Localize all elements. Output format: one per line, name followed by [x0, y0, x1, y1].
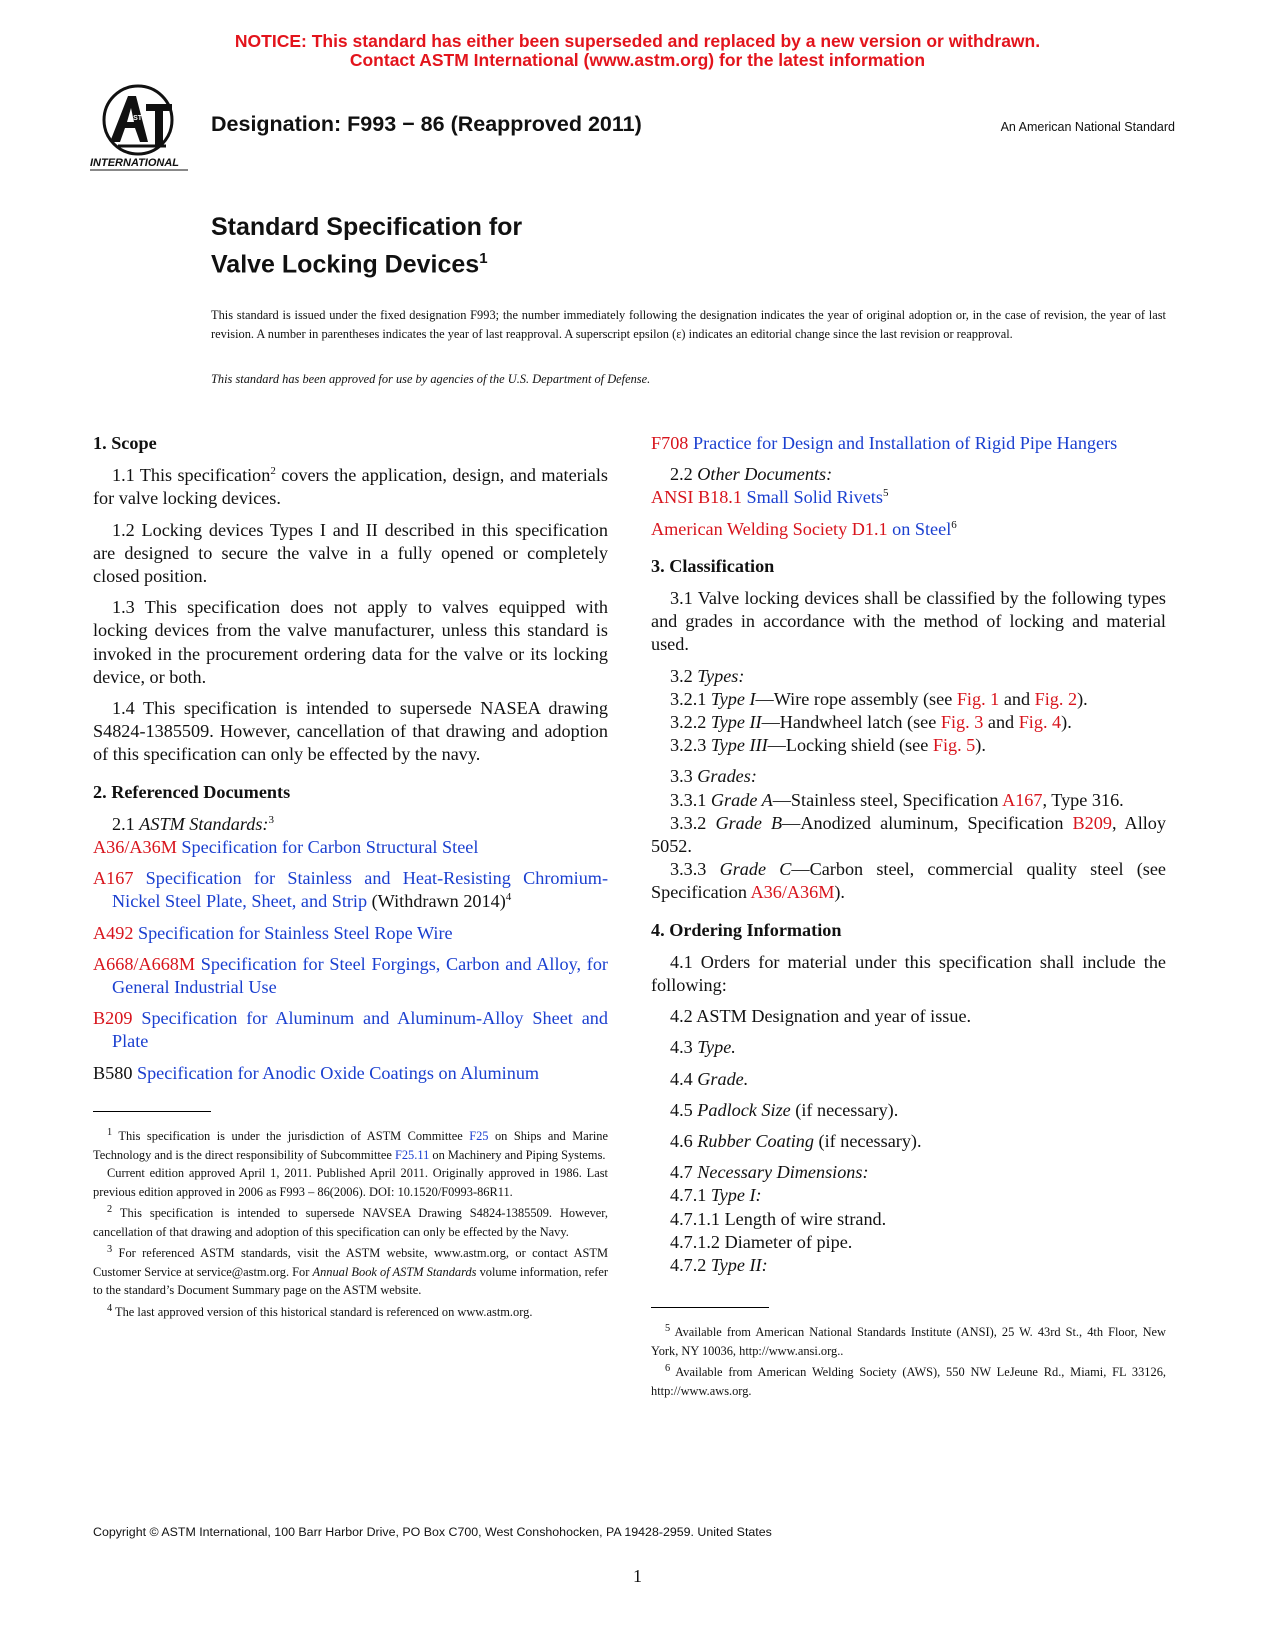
- american-national-standard: An American National Standard: [1000, 120, 1175, 134]
- para-2-1: 2.1 ASTM Standards:$^3$: [112, 813, 274, 834]
- title-footnote-ref[interactable]: 1: [479, 250, 488, 267]
- page-number: 1: [633, 1566, 642, 1586]
- para-1-4: 1.4 This specification is intended to supersede NASEA drawing S4824-1385509. However, cancellation of that drawing and adoption of this specification can only be effected by the navy.: [93, 698, 608, 765]
- para-2-2: 2.2 Other Documents:: [670, 464, 833, 485]
- footnote-ref-2[interactable]: 2: [270, 465, 276, 478]
- section-2-heading: 2. Referenced Documents: [93, 781, 291, 802]
- footnote-4: $^4$ The last approved version of this historical standard is referenced on www.astm.org.: [107, 1302, 533, 1319]
- dod-approval: This standard has been approved for use by agencies of the U.S. Department of Defense.: [211, 372, 651, 386]
- preamble: This standard is issued under the fixed designation F993; the number immediately following the designation indicates the year of original adoption or, in the case of revision, the year of last revision. A number in parentheses indicates the year of last reapproval. A superscript epsilon (ε) indicates an editorial change since the last revision or reapproval.: [211, 308, 1166, 341]
- footnote-6: $^6$ Available from American Welding Society (AWS), 550 NW LeJeune Rd., Miami, FL 33126, http://www.aws.org.: [651, 1363, 1166, 1398]
- para-4-7-1-1: 4.7.1.1 Length of wire strand.: [670, 1208, 887, 1229]
- para-4-7-1-2: 4.7.1.2 Diameter of pipe.: [670, 1231, 853, 1252]
- ref-b580[interactable]: B580 Specification for Anodic Oxide Coatings on Aluminum: [93, 1062, 540, 1083]
- notice-banner: [0, 32, 1275, 70]
- section-1-heading: 1. Scope: [93, 433, 157, 453]
- para-3-1: 3.1 Valve locking devices shall be classified by the following types and grades in accordance with the method of locking and material used.: [651, 588, 1166, 655]
- para-3-3: 3.3 Grades:: [670, 766, 757, 787]
- footnote-3: $^3$ For referenced ASTM standards, visit the ASTM website, www.astm.org, or contact ASTM Customer Service at service@astm.org. For Annual Book of ASTM Standards volume information, refer to the standard’s Document Summary page on the ASTM website.: [93, 1244, 608, 1298]
- ref-b209[interactable]: B209 Specification for Aluminum and Aluminum-Alloy Sheet and Plate: [93, 1008, 608, 1052]
- ref-a36[interactable]: A36/A36M Specification for Carbon Structural Steel: [93, 837, 479, 858]
- para-4-2: 4.2 ASTM Designation and year of issue.: [670, 1006, 972, 1027]
- fig-4-link[interactable]: Fig. 4: [1018, 712, 1062, 733]
- footnote-1-edition: Current edition approved April 1, 2011. Published April 2011. Originally approved in 1986. Last previous edition approved in 2006 as F993 – 86(2006). DOI: 10.1520/F0993-86R11.: [93, 1166, 608, 1199]
- ref-a668[interactable]: A668/A668M Specification for Steel Forgings, Carbon and Alloy, for General Industrial Use: [93, 953, 608, 998]
- footnote-1: $^1$ This specification is under the jurisdiction of ASTM Committee F25 on Ships and Marine Technology and is the direct responsibility of Subcommittee F25.11 on Machinery and Piping Systems.: [93, 1127, 609, 1162]
- para-4-7: 4.7 Necessary Dimensions:: [670, 1162, 869, 1183]
- fig-5-link[interactable]: Fig. 5: [932, 735, 976, 756]
- logo-subtext: INTERNATIONAL: [90, 157, 180, 169]
- a167-link[interactable]: A167: [1002, 789, 1043, 810]
- title-line-2: Valve Locking Devices: [211, 250, 480, 279]
- footnotes-right: [651, 1320, 1166, 1400]
- notice-line-2: Contact ASTM International (www.astm.org) for the latest information: [349, 50, 926, 70]
- para-4-5: 4.5 Padlock Size (if necessary).: [670, 1099, 899, 1120]
- para-3-2-3: 3.2.3 Type III—Locking shield (see Fig. 5).: [670, 735, 986, 756]
- section-4-heading: 4. Ordering Information: [651, 919, 842, 940]
- para-3-2: 3.2 Types:: [670, 665, 745, 686]
- designation: Designation: F993 − 86 (Reapproved 2011): [211, 112, 642, 136]
- ref-f708[interactable]: F708 Practice for Design and Installation of Rigid Pipe Hangers: [651, 433, 1118, 453]
- para-4-7-2: 4.7.2 Type II:: [670, 1255, 768, 1276]
- para-3-3-3: 3.3.3 Grade C—Carbon steel, commercial quality steel (see Specification A36/A36M).: [651, 859, 1166, 903]
- logo-text: ASTM: [128, 115, 148, 122]
- para-4-6: 4.6 Rubber Coating (if necessary).: [670, 1131, 922, 1152]
- para-4-4: 4.4 Grade.: [670, 1068, 749, 1089]
- copyright: Copyright © ASTM International, 100 Barr Harbor Drive, PO Box C700, West Conshohocken, PA 19428-2959. United States: [93, 1525, 772, 1539]
- f25-link[interactable]: F25: [469, 1129, 489, 1144]
- footnote-ref-5[interactable]: 5: [882, 487, 889, 500]
- title-line-1: Standard Specification for: [211, 213, 523, 241]
- para-1-1: 1.1 This specification$^2$ covers the application, design, and materials for valve locking devices.: [93, 465, 608, 509]
- a36-link[interactable]: A36/A36M: [750, 882, 835, 903]
- notice-line-1: NOTICE: This standard has either been superseded and replaced by a new version or withdrawn.: [234, 31, 1041, 51]
- section-3-heading: 3. Classification: [651, 555, 775, 576]
- ref-ansi[interactable]: ANSI B18.1 Small Solid Rivets$^5$: [651, 487, 889, 508]
- page-title: [211, 212, 522, 280]
- footnote-2: $^2$ This specification is intended to supersede NAVSEA Drawing S4824-1385509. However, cancellation of that drawing and adoption of this specification can only be effected by the Navy.: [93, 1204, 608, 1239]
- para-1-3: 1.3 This specification does not apply to valves equipped with locking devices from the valve manufacturer, unless this standard is invoked in the procurement ordering data for the valve or its locking device, or both.: [93, 597, 608, 687]
- fig-3-link[interactable]: Fig. 3: [940, 712, 984, 733]
- f2511-link[interactable]: F25.11: [394, 1147, 430, 1162]
- left-column: [93, 432, 608, 1093]
- para-4-7-1: 4.7.1 Type I:: [670, 1185, 762, 1206]
- footnote-rule-right: [651, 1307, 769, 1308]
- ref-a492[interactable]: A492 Specification for Stainless Steel Rope Wire: [93, 922, 453, 943]
- para-1-2: 1.2 Locking devices Types I and II described in this specification are designed to secure the valve in a fully opened or completely closed position.: [93, 519, 608, 587]
- para-3-2-2: 3.2.2 Type II—Handwheel latch (see Fig. 3 and Fig. 4).: [670, 712, 1072, 733]
- fig-1-link[interactable]: Fig. 1: [956, 688, 1000, 709]
- para-3-2-1: 3.2.1 Type I—Wire rope assembly (see Fig. 1 and Fig. 2).: [670, 688, 1088, 709]
- b209-link[interactable]: B209: [1072, 812, 1112, 833]
- footnote-rule-left: [93, 1111, 211, 1112]
- footnote-ref-6[interactable]: 6: [951, 518, 957, 531]
- footnote-ref-3[interactable]: 3: [268, 813, 274, 826]
- footnote-5: $^5$ Available from American National Standards Institute (ANSI), 25 W. 43rd St., 4th Floor, New York, NY 10036, http://www.ansi.org..: [651, 1323, 1166, 1358]
- para-4-3: 4.3 Type.: [670, 1037, 736, 1058]
- para-4-1: 4.1 Orders for material under this specification shall include the following:: [651, 951, 1166, 996]
- para-3-3-1: 3.3.1 Grade A—Stainless steel, Specification A167, Type 316.: [670, 789, 1124, 810]
- footnote-ref-4[interactable]: 4: [505, 891, 512, 904]
- ref-a167[interactable]: A167 Specification for Stainless and Heat-Resisting Chromium-Nickel Steel Plate, Sheet, and Strip (Withdrawn 2014)$^4$: [93, 868, 608, 912]
- astm-logo: [88, 84, 200, 180]
- right-column: [651, 432, 1166, 1277]
- fig-2-link[interactable]: Fig. 2: [1034, 688, 1078, 709]
- ref-aws[interactable]: American Welding Society D1.1 on Steel$^6$: [651, 518, 957, 539]
- para-3-3-2: 3.3.2 Grade B—Anodized aluminum, Specification B209, Alloy 5052.: [651, 812, 1166, 857]
- footnotes-left: [93, 1124, 608, 1322]
